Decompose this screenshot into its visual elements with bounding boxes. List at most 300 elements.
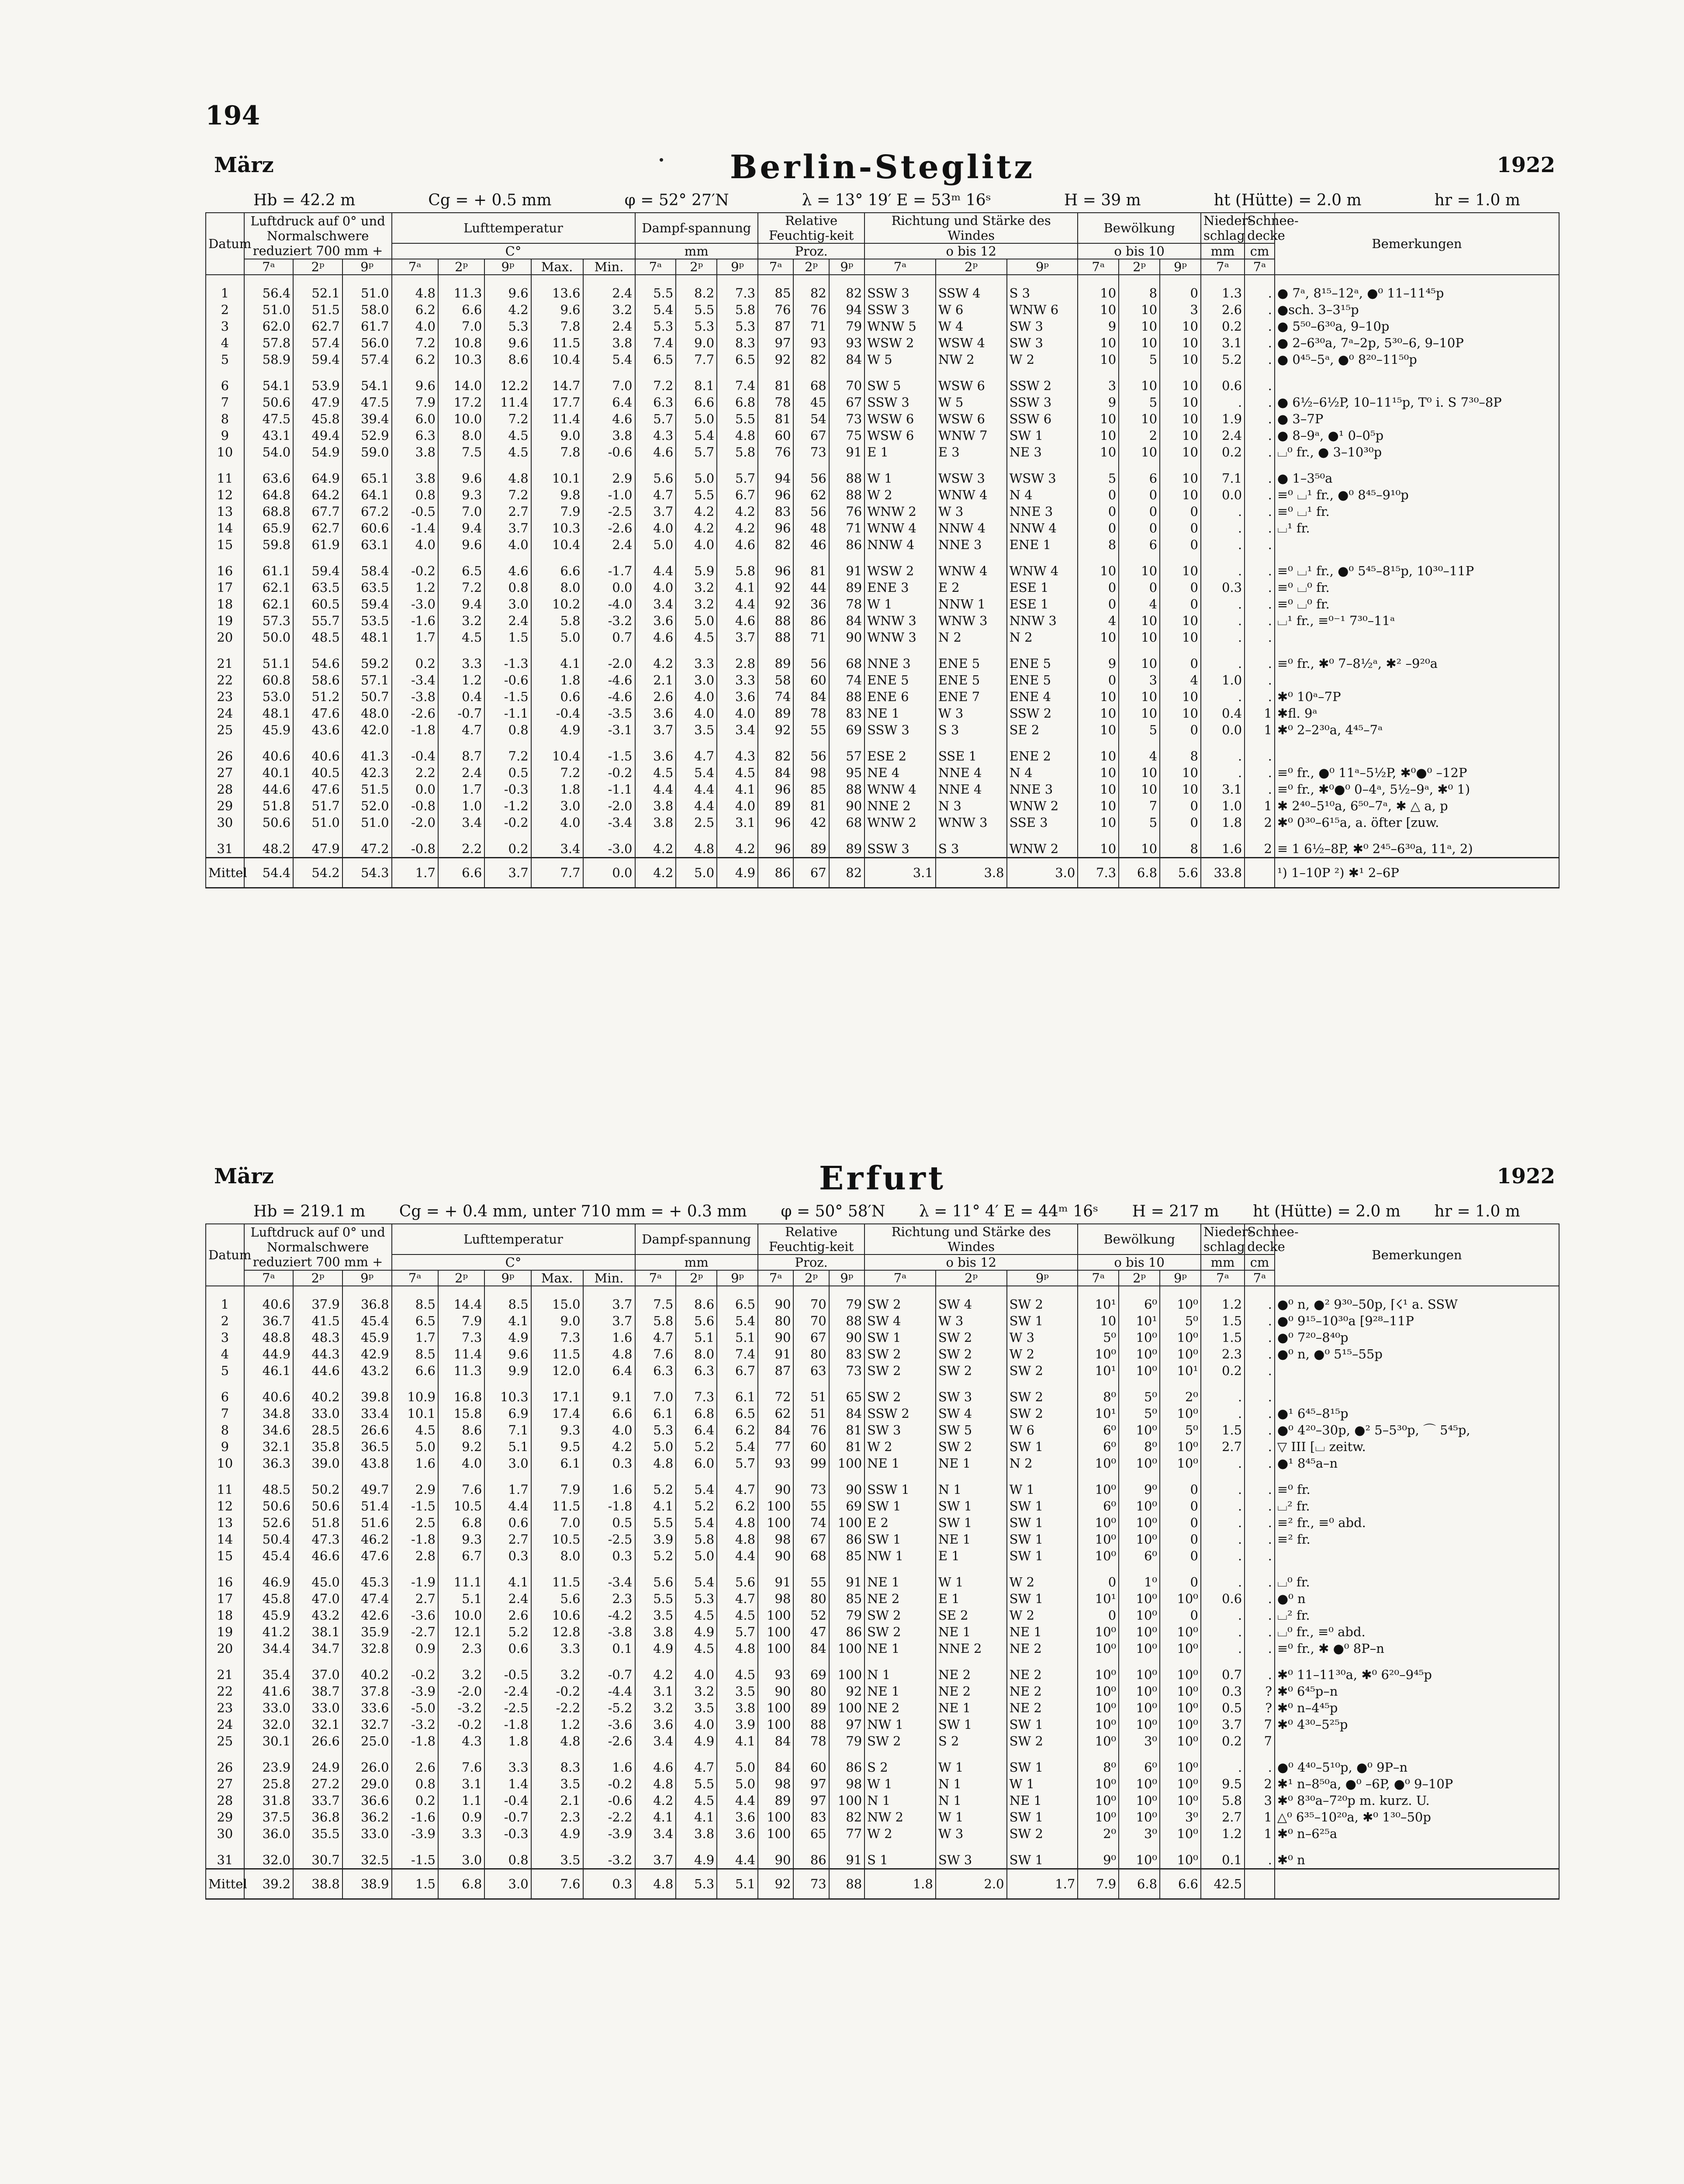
- data-cell: 10⁰: [1078, 1514, 1119, 1531]
- remark-cell: ✱⁰ 6⁴⁵p–n: [1275, 1683, 1559, 1700]
- data-cell: 10⁰: [1160, 1657, 1201, 1683]
- data-cell: SSW 3: [864, 394, 936, 411]
- data-cell: 12: [206, 487, 244, 503]
- data-cell: 4.0: [531, 814, 583, 831]
- data-cell: 33.6: [342, 1700, 392, 1716]
- remark-cell: ●⁰ n, ●⁰ 5¹⁵–55p: [1275, 1346, 1559, 1362]
- data-cell: W 1: [936, 1564, 1007, 1590]
- data-cell: -0.5: [484, 1657, 531, 1683]
- data-cell: 3⁰: [1160, 1809, 1201, 1825]
- data-cell: 6.2: [717, 1422, 758, 1438]
- table-row: [206, 781, 1559, 798]
- header-time: 2ᵖ: [936, 259, 1007, 275]
- data-cell: SW 2: [936, 1346, 1007, 1362]
- data-cell: W 3: [936, 705, 1007, 722]
- data-cell: 4.6: [583, 411, 635, 427]
- mean-cell: 54.4: [244, 858, 294, 888]
- data-cell: 11.5: [531, 1564, 583, 1590]
- data-cell: 6.7: [717, 487, 758, 503]
- data-cell: 62.1: [244, 579, 294, 596]
- data-cell: 5.3: [676, 318, 717, 335]
- data-cell: 2.3: [438, 1640, 484, 1657]
- data-cell: 63.1: [342, 536, 392, 553]
- data-cell: 100: [758, 1514, 793, 1531]
- mean-cell: 38.9: [342, 1869, 392, 1899]
- data-cell: 47.3: [293, 1531, 342, 1548]
- data-cell: NE 1: [864, 1564, 936, 1590]
- data-cell: 5.9: [676, 553, 717, 579]
- data-cell: 5.7: [717, 460, 758, 487]
- data-cell: 0: [1160, 1548, 1201, 1564]
- table-row: [206, 1422, 1559, 1438]
- header-dampfspannung: Dampf-spannung: [635, 213, 758, 243]
- data-cell: 5.3: [635, 1422, 676, 1438]
- data-cell: 5.4: [676, 1564, 717, 1590]
- data-cell: ENE 5: [1007, 672, 1078, 688]
- header-bemerkungen: Bemerkungen: [1275, 213, 1559, 275]
- data-cell: 10⁰: [1078, 1531, 1119, 1548]
- data-cell: 89: [829, 831, 864, 858]
- data-cell: 5.6: [635, 1564, 676, 1590]
- data-cell: 51: [793, 1379, 829, 1405]
- data-cell: NE 1: [1007, 1792, 1078, 1809]
- data-cell: 11.5: [531, 335, 583, 351]
- data-cell: 10: [1078, 781, 1119, 798]
- data-cell: 39.8: [342, 1379, 392, 1405]
- data-cell: 3.0: [484, 1455, 531, 1472]
- data-cell: 100: [758, 1607, 793, 1624]
- data-cell: 4.2: [717, 503, 758, 520]
- data-cell: SW 1: [1007, 1498, 1078, 1514]
- remark-cell: ≡⁰ ⌴¹ fr.: [1275, 503, 1559, 520]
- data-cell: 36.0: [244, 1825, 294, 1842]
- data-cell: SSW 3: [864, 301, 936, 318]
- data-cell: 45.8: [293, 411, 342, 427]
- data-cell: 4.5: [717, 1657, 758, 1683]
- data-cell: 4.7: [635, 1329, 676, 1346]
- remark-cell: [1275, 629, 1559, 646]
- data-cell: 5.0: [717, 1749, 758, 1776]
- data-cell: 86: [793, 612, 829, 629]
- data-cell: 25: [206, 722, 244, 738]
- data-cell: SW 3: [1007, 318, 1078, 335]
- data-cell: SW 2: [864, 1362, 936, 1379]
- data-cell: .: [1245, 1657, 1275, 1683]
- data-cell: -1.5: [392, 1842, 438, 1869]
- data-cell: ENE 3: [864, 579, 936, 596]
- data-cell: 10⁰: [1160, 1640, 1201, 1657]
- data-cell: -0.7: [484, 1809, 531, 1825]
- data-cell: SW 1: [1007, 1590, 1078, 1607]
- data-cell: SW 4: [936, 1286, 1007, 1313]
- data-cell: 0.8: [392, 487, 438, 503]
- data-cell: SSW 1: [864, 1472, 936, 1498]
- data-cell: 44: [793, 579, 829, 596]
- data-cell: 5.4: [676, 764, 717, 781]
- data-cell: 10⁰: [1119, 1514, 1160, 1531]
- table-row: [206, 411, 1559, 427]
- data-cell: 10: [1119, 368, 1160, 394]
- data-cell: 0: [1078, 672, 1119, 688]
- data-cell: 54.6: [293, 646, 342, 672]
- header-time: 7ᵃ: [1078, 259, 1119, 275]
- data-cell: 81: [829, 1422, 864, 1438]
- data-cell: W 2: [1007, 1346, 1078, 1362]
- data-cell: NNE 3: [1007, 781, 1078, 798]
- data-cell: NNE 3: [936, 536, 1007, 553]
- data-cell: 7.6: [438, 1749, 484, 1776]
- data-cell: -2.7: [392, 1624, 438, 1640]
- data-cell: 35.9: [342, 1624, 392, 1640]
- header-unit: o bis 12: [864, 243, 1078, 259]
- data-cell: 10.5: [531, 1531, 583, 1548]
- data-cell: NE 1: [864, 1640, 936, 1657]
- data-cell: 3.6: [635, 612, 676, 629]
- data-cell: 10: [1119, 764, 1160, 781]
- data-cell: 6.5: [635, 351, 676, 368]
- data-cell: 6.8: [717, 394, 758, 411]
- data-cell: 17.2: [438, 394, 484, 411]
- data-cell: 59.4: [293, 553, 342, 579]
- data-cell: 7: [1245, 1733, 1275, 1749]
- data-cell: 10⁰: [1078, 1776, 1119, 1792]
- data-cell: 5⁰: [1160, 1313, 1201, 1329]
- remark-cell: [1275, 672, 1559, 688]
- data-cell: 7.9: [531, 1472, 583, 1498]
- data-cell: 4.8: [676, 831, 717, 858]
- data-cell: 51.8: [293, 1514, 342, 1531]
- data-cell: .: [1245, 1607, 1275, 1624]
- data-cell: 60.8: [244, 672, 294, 688]
- mean-cell: 86: [758, 858, 793, 888]
- station-param: H = 39 m: [1064, 191, 1141, 209]
- data-cell: 10: [1078, 705, 1119, 722]
- data-cell: 24.9: [293, 1749, 342, 1776]
- data-cell: -2.0: [392, 814, 438, 831]
- data-cell: 23.9: [244, 1749, 294, 1776]
- data-cell: .: [1245, 1455, 1275, 1472]
- data-cell: 4.8: [717, 1531, 758, 1548]
- data-cell: 32.0: [244, 1842, 294, 1869]
- data-cell: 60.5: [293, 596, 342, 612]
- data-cell: 94: [758, 460, 793, 487]
- header-time: 2ᵖ: [676, 1270, 717, 1286]
- data-cell: 63.5: [342, 579, 392, 596]
- header-time: 7ᵃ: [1201, 1270, 1245, 1286]
- data-cell: 48.0: [342, 705, 392, 722]
- data-cell: 5.7: [717, 1455, 758, 1472]
- data-cell: .: [1245, 1422, 1275, 1438]
- data-cell: 84: [793, 1640, 829, 1657]
- data-cell: 6.7: [717, 1362, 758, 1379]
- data-cell: 50.6: [244, 394, 294, 411]
- data-cell: .: [1201, 612, 1245, 629]
- data-cell: 9.0: [531, 427, 583, 444]
- data-cell: 82: [758, 738, 793, 764]
- data-cell: 4.2: [484, 301, 531, 318]
- data-cell: 3.4: [438, 814, 484, 831]
- data-cell: 79: [829, 1607, 864, 1624]
- data-cell: NW 2: [864, 1809, 936, 1825]
- data-cell: -3.0: [583, 831, 635, 858]
- remark-cell: ≡² fr., ≡⁰ abd.: [1275, 1514, 1559, 1531]
- data-cell: W 6: [1007, 1422, 1078, 1438]
- header-bewoelkung: Bewölkung: [1078, 213, 1201, 243]
- table-row: [206, 831, 1559, 858]
- data-cell: 23: [206, 1700, 244, 1716]
- data-cell: 73: [829, 1362, 864, 1379]
- data-cell: 3.5: [676, 722, 717, 738]
- data-cell: -3.2: [583, 1842, 635, 1869]
- header-time: 2ᵖ: [936, 1270, 1007, 1286]
- data-cell: 84: [829, 612, 864, 629]
- data-cell: ENE 5: [1007, 646, 1078, 672]
- data-cell: 10: [1119, 831, 1160, 858]
- data-cell: -2.5: [583, 1531, 635, 1548]
- data-cell: 2.5: [676, 814, 717, 831]
- data-cell: 59.4: [342, 596, 392, 612]
- data-cell: 4.2: [635, 1657, 676, 1683]
- data-cell: 6.4: [676, 1422, 717, 1438]
- mean-cell: 4.9: [717, 858, 758, 888]
- data-cell: .: [1245, 1749, 1275, 1776]
- table-row: [206, 1809, 1559, 1825]
- data-cell: 89: [758, 1792, 793, 1809]
- data-cell: 1.2: [1201, 1825, 1245, 1842]
- data-cell: .: [1201, 738, 1245, 764]
- table-row: [206, 1683, 1559, 1700]
- data-cell: 89: [758, 798, 793, 814]
- data-cell: 10⁰: [1078, 1455, 1119, 1472]
- data-cell: 6.3: [392, 427, 438, 444]
- mean-cell: 67: [793, 858, 829, 888]
- table-row: [206, 351, 1559, 368]
- data-cell: 96: [758, 553, 793, 579]
- data-cell: 4.4: [484, 1498, 531, 1514]
- data-cell: 1.7: [392, 1329, 438, 1346]
- mean-cell: 0.3: [583, 1869, 635, 1899]
- data-cell: 5.2: [635, 1472, 676, 1498]
- data-cell: 4.9: [531, 722, 583, 738]
- data-cell: 10: [1078, 275, 1119, 301]
- data-cell: 10⁰: [1160, 1792, 1201, 1809]
- data-cell: SSW 3: [864, 831, 936, 858]
- data-cell: 36.6: [342, 1792, 392, 1809]
- data-cell: 8.2: [676, 275, 717, 301]
- remark-cell: ● 6½–6½P, 10–11¹⁵p, T⁰ i. S 7³⁰–8P: [1275, 394, 1559, 411]
- table-row: [206, 738, 1559, 764]
- data-cell: 18: [206, 596, 244, 612]
- data-cell: 32.5: [342, 1842, 392, 1869]
- data-cell: 7.0: [635, 1379, 676, 1405]
- data-cell: 10: [1078, 738, 1119, 764]
- data-cell: 3.3: [531, 1640, 583, 1657]
- data-cell: 68: [793, 1548, 829, 1564]
- data-cell: 3.6: [635, 1716, 676, 1733]
- data-cell: 0.8: [484, 1842, 531, 1869]
- data-cell: 9.8: [531, 487, 583, 503]
- data-cell: ENE 4: [1007, 688, 1078, 705]
- data-cell: 10: [1078, 427, 1119, 444]
- data-cell: -1.8: [392, 722, 438, 738]
- data-cell: 5.2: [676, 1438, 717, 1455]
- data-cell: -1.6: [392, 612, 438, 629]
- data-cell: 59.0: [342, 444, 392, 460]
- data-cell: WSW 3: [1007, 460, 1078, 487]
- data-cell: 77: [758, 1438, 793, 1455]
- data-cell: 91: [829, 444, 864, 460]
- data-cell: 4.7: [676, 1749, 717, 1776]
- data-cell: ENE 2: [1007, 738, 1078, 764]
- data-cell: 5.8: [717, 301, 758, 318]
- data-cell: 25.0: [342, 1733, 392, 1749]
- data-cell: 3.0: [438, 1842, 484, 1869]
- data-cell: 8: [206, 411, 244, 427]
- data-cell: 6.9: [484, 1405, 531, 1422]
- data-cell: 6⁰: [1078, 1438, 1119, 1455]
- data-cell: 3.6: [717, 1825, 758, 1842]
- data-cell: WSW 2: [864, 553, 936, 579]
- data-cell: 7.3: [438, 1329, 484, 1346]
- data-cell: 8: [1119, 275, 1160, 301]
- table-row: [206, 487, 1559, 503]
- data-cell: 4.0: [635, 579, 676, 596]
- header-time: 2ᵖ: [793, 1270, 829, 1286]
- data-cell: 7.2: [484, 487, 531, 503]
- table-row: [206, 1716, 1559, 1733]
- data-cell: 48.5: [244, 1472, 294, 1498]
- data-cell: 45.3: [342, 1564, 392, 1590]
- data-cell: 10: [206, 444, 244, 460]
- mean-cell: 5.0: [676, 858, 717, 888]
- data-cell: 4.4: [717, 1548, 758, 1564]
- data-cell: 88: [793, 1716, 829, 1733]
- data-cell: .: [1201, 1749, 1245, 1776]
- data-cell: 36.8: [293, 1809, 342, 1825]
- header-time: 7ᵃ: [1078, 1270, 1119, 1286]
- data-cell: .: [1201, 503, 1245, 520]
- data-cell: -0.2: [392, 1657, 438, 1683]
- data-cell: N 4: [1007, 764, 1078, 781]
- data-cell: 10⁰: [1160, 1842, 1201, 1869]
- data-cell: 30: [206, 814, 244, 831]
- data-cell: .: [1245, 427, 1275, 444]
- data-cell: 2.1: [531, 1792, 583, 1809]
- remark-cell: ≡⁰ ⌴¹ fr., ●⁰ 5⁴⁵–8¹⁵p, 10³⁰–11P: [1275, 553, 1559, 579]
- data-cell: 60.6: [342, 520, 392, 536]
- data-cell: 38.7: [293, 1683, 342, 1700]
- data-cell: -5.2: [583, 1700, 635, 1716]
- data-cell: 3: [1245, 1792, 1275, 1809]
- data-cell: -3.2: [438, 1700, 484, 1716]
- data-cell: 37.9: [293, 1286, 342, 1313]
- data-cell: S 2: [864, 1749, 936, 1776]
- data-cell: 7.5: [438, 444, 484, 460]
- remark-cell: ⌴¹ fr.: [1275, 520, 1559, 536]
- data-cell: SW 1: [864, 1498, 936, 1514]
- data-cell: .: [1245, 1362, 1275, 1379]
- data-cell: ENE 5: [936, 646, 1007, 672]
- data-cell: 5.3: [635, 318, 676, 335]
- mean-cell: [1245, 858, 1275, 888]
- data-cell: 85: [793, 781, 829, 798]
- data-cell: 10: [1160, 444, 1201, 460]
- data-cell: 33.0: [244, 1700, 294, 1716]
- header-time: 9ᵖ: [1160, 1270, 1201, 1286]
- data-cell: 7.2: [531, 764, 583, 781]
- mean-cell: 3.8: [936, 858, 1007, 888]
- data-cell: 5.5: [676, 1776, 717, 1792]
- data-cell: 4.5: [635, 764, 676, 781]
- data-cell: 31: [206, 1842, 244, 1869]
- data-cell: 45: [793, 394, 829, 411]
- data-cell: 14.0: [438, 368, 484, 394]
- data-cell: SW 1: [864, 1329, 936, 1346]
- data-cell: 7.2: [438, 579, 484, 596]
- data-cell: 9.0: [676, 335, 717, 351]
- header-unit: Proz.: [758, 1254, 864, 1270]
- data-cell: 10: [1160, 688, 1201, 705]
- data-cell: 5.4: [717, 1438, 758, 1455]
- table-row: [206, 368, 1559, 394]
- data-cell: W 1: [1007, 1776, 1078, 1792]
- data-cell: 51.5: [342, 781, 392, 798]
- data-cell: -0.2: [531, 1683, 583, 1700]
- table-row: [206, 1749, 1559, 1776]
- data-cell: 5: [206, 1362, 244, 1379]
- data-cell: 4.2: [635, 1792, 676, 1809]
- header-luftdruck: Luftdruck auf 0° und Normalschwere reduziert 700 mm +: [244, 213, 392, 259]
- data-cell: 3.3: [438, 646, 484, 672]
- data-cell: 1.8: [484, 1733, 531, 1749]
- data-cell: 57.4: [342, 351, 392, 368]
- data-cell: 10⁰: [1119, 1776, 1160, 1792]
- data-cell: .: [1245, 444, 1275, 460]
- remark-cell: ● 3–7P: [1275, 411, 1559, 427]
- data-cell: 4.3: [438, 1733, 484, 1749]
- data-cell: WNW 3: [936, 612, 1007, 629]
- table-row: [206, 798, 1559, 814]
- mean-cell: 6.8: [1119, 858, 1160, 888]
- data-cell: 8.3: [531, 1749, 583, 1776]
- data-cell: ESE 1: [1007, 596, 1078, 612]
- table-row: [206, 1379, 1559, 1405]
- data-cell: -0.2: [583, 1776, 635, 1792]
- data-cell: 93: [758, 1455, 793, 1472]
- data-cell: 83: [758, 503, 793, 520]
- data-cell: -3.9: [583, 1825, 635, 1842]
- data-cell: 11.1: [438, 1564, 484, 1590]
- data-cell: 2.7: [484, 1531, 531, 1548]
- data-cell: NE 1: [864, 1455, 936, 1472]
- data-cell: 1.8: [1201, 814, 1245, 831]
- data-cell: 0: [1160, 1514, 1201, 1531]
- data-cell: -0.2: [392, 553, 438, 579]
- data-cell: 3.5: [531, 1776, 583, 1792]
- data-cell: 4.6: [717, 612, 758, 629]
- table-row: [206, 1792, 1559, 1809]
- data-cell: 4.7: [717, 1472, 758, 1498]
- data-cell: 86: [829, 1749, 864, 1776]
- table-row: [206, 503, 1559, 520]
- data-cell: 70: [793, 1286, 829, 1313]
- data-cell: 5: [206, 351, 244, 368]
- data-cell: 60: [793, 672, 829, 688]
- header-bewoelkung: Bewölkung: [1078, 1224, 1201, 1254]
- remark-cell: ●⁰ 4²⁰–30p, ●² 5–5³⁰p, ⌒ 5⁴⁵p,: [1275, 1422, 1559, 1438]
- data-cell: 0.6: [1201, 1590, 1245, 1607]
- data-cell: 1.5: [1201, 1313, 1245, 1329]
